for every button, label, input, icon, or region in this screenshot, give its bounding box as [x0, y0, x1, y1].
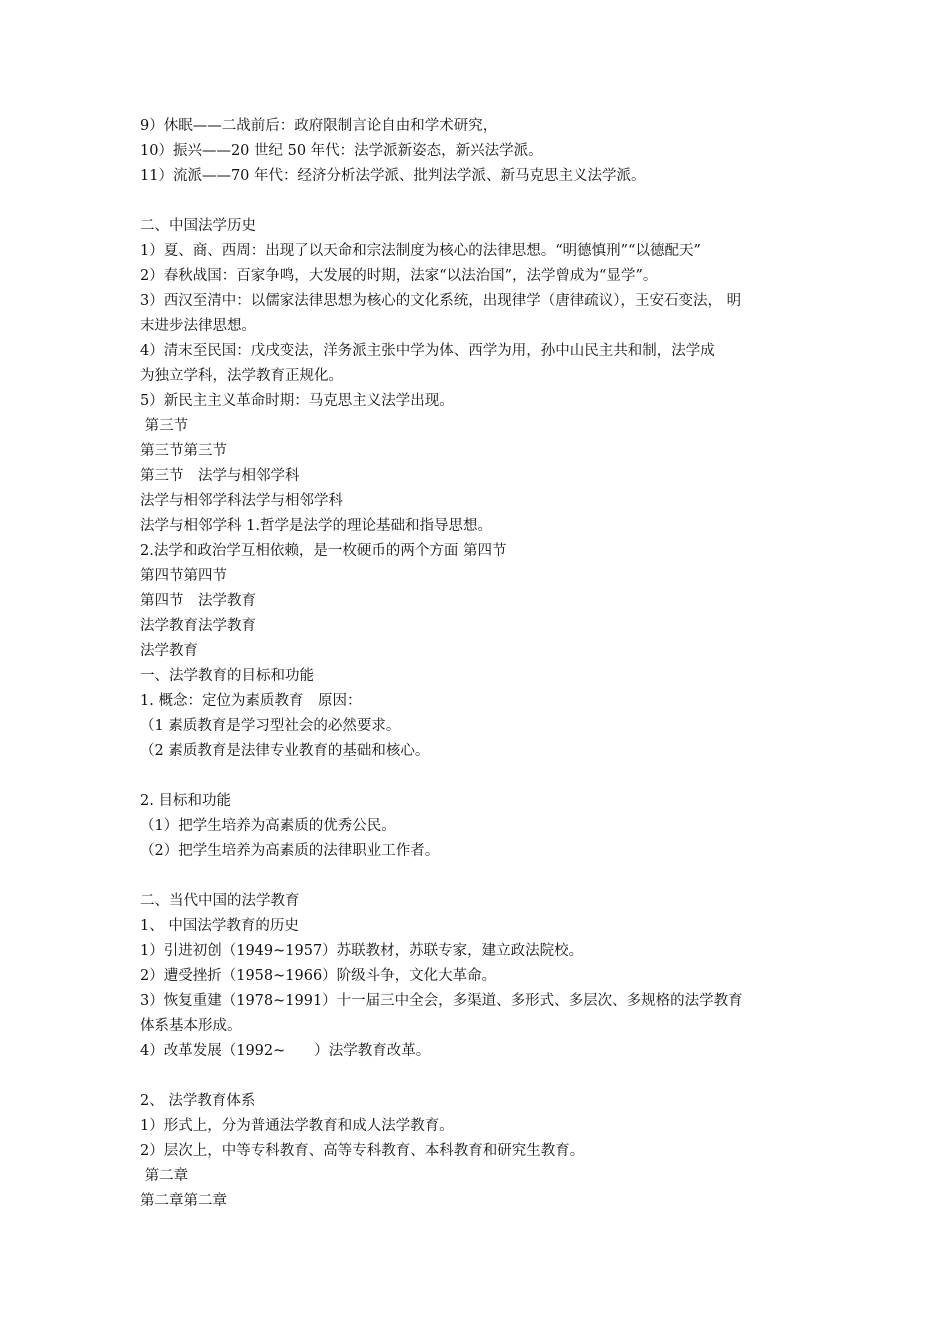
text-line: 3）西汉至清中：以儒家法律思想为核心的文化系统，出现律学（唐律疏议），王安石变法， 明 — [140, 293, 742, 309]
text-line: 法学教育法学教育 — [140, 618, 256, 634]
text-line: （2）把学生培养为高素质的法律职业工作者。 — [140, 843, 440, 859]
section-heading: 二、当代中国的法学教育 — [140, 893, 300, 909]
blank-line — [140, 189, 830, 214]
text-line: 法学与相邻学科法学与相邻学科 — [140, 493, 343, 509]
text-line: （1）把学生培养为高素质的优秀公民。 — [140, 818, 396, 834]
section-heading: 第四节 法学教育 — [140, 593, 256, 609]
text-line: 4）改革发展（1992~ ）法学教育改革。 — [140, 1043, 431, 1059]
text-line: 第四节第四节 — [140, 568, 227, 584]
text-line: 为独立学科，法学教育正规化。 — [140, 368, 343, 384]
section-heading: 1、 中国法学教育的历史 — [140, 918, 299, 934]
text-line: 2）遭受挫折（1958~1966）阶级斗争，文化大革命。 — [140, 968, 497, 984]
section-heading: 2、 法学教育体系 — [140, 1093, 256, 1109]
text-line: 1）夏、商、西周：出现了以天命和宗法制度为核心的法律思想。“明德慎刑”“以德配天” — [140, 243, 701, 259]
section-heading: 第二章 — [140, 1168, 189, 1184]
document-page — [140, 114, 830, 1214]
text-line: 2.法学和政治学互相依赖，是一枚硬币的两个方面 第四节 — [140, 543, 507, 559]
text-line: 9）休眠——二战前后：政府限制言论自由和学术研究， — [140, 118, 498, 134]
text-line: 法学教育 — [140, 643, 198, 659]
text-line: 3）恢复重建（1978~1991）十一届三中全会，多渠道、多形式、多层次、多规格的法学教育 — [140, 993, 743, 1009]
section-heading: 第三节 — [140, 418, 189, 434]
text-line: 2）春秋战国：百家争鸣，大发展的时期，法家“以法治国”，法学曾成为“显学”。 — [140, 268, 658, 284]
text-line: 11）流派——70 年代：经济分析法学派、批判法学派、新马克思主义法学派。 — [140, 168, 646, 184]
text-line: 4）清末至民国：戊戌变法，洋务派主张中学为体、西学为用，孙中山民主共和制，法学成 — [140, 343, 715, 359]
text-line: 10）振兴——20 世纪 50 年代：法学派新姿态，新兴法学派。 — [140, 143, 543, 159]
section-heading: 2. 目标和功能 — [140, 793, 231, 809]
text-line: 1）形式上，分为普通法学教育和成人法学教育。 — [140, 1118, 454, 1134]
text-line: 5）新民主主义革命时期：马克思主义法学出现。 — [140, 393, 454, 409]
blank-line — [140, 764, 830, 789]
text-line: （2 素质教育是法律专业教育的基础和核心。 — [140, 743, 430, 759]
section-heading: 一、法学教育的目标和功能 — [140, 668, 314, 684]
text-line: 1）引进初创（1949~1957）苏联教材，苏联专家，建立政法院校。 — [140, 943, 584, 959]
section-heading: 二、中国法学历史 — [140, 218, 256, 234]
text-line: 第三节第三节 — [140, 443, 227, 459]
blank-line — [140, 864, 830, 889]
text-line: 第二章第二章 — [140, 1193, 227, 1209]
text-line: 体系基本形成。 — [140, 1018, 242, 1034]
section-heading: 第三节 法学与相邻学科 — [140, 468, 300, 484]
text-line: 末进步法律思想。 — [140, 318, 256, 334]
text-line: （1 素质教育是学习型社会的必然要求。 — [140, 718, 401, 734]
text-line: 1. 概念：定位为素质教育 原因： — [140, 693, 362, 709]
text-line: 2）层次上，中等专科教育、高等专科教育、本科教育和研究生教育。 — [140, 1143, 585, 1159]
blank-line — [140, 1064, 830, 1089]
text-line: 法学与相邻学科 1.哲学是法学的理论基础和指导思想。 — [140, 518, 492, 534]
